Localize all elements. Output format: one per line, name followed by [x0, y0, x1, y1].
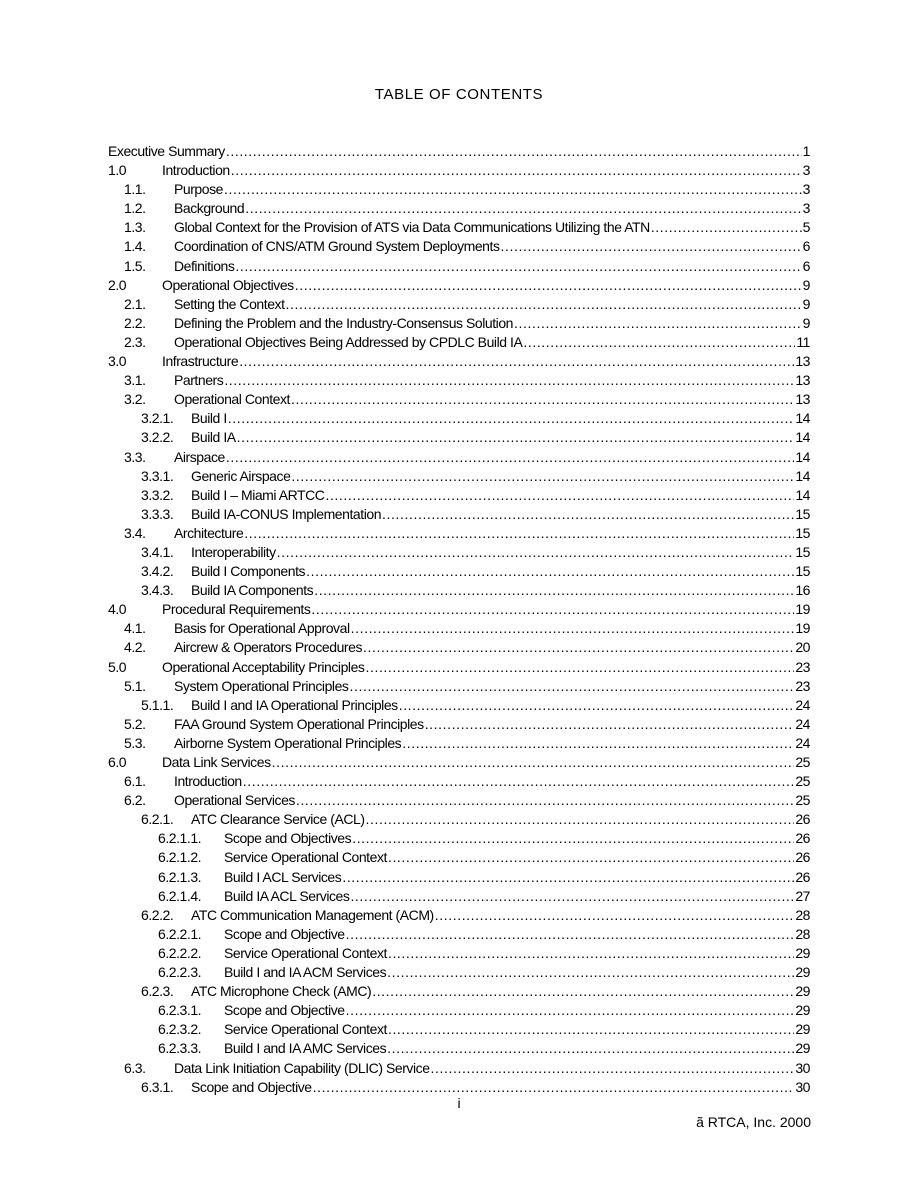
toc-entry-page: 29 [795, 1040, 810, 1057]
toc-entry-title: Scope and Objectives [224, 830, 352, 847]
toc-entry-page: 29 [795, 1002, 810, 1019]
toc-entry-number: 6.2.1.2. [158, 849, 202, 866]
toc-entry-number: 6.2.1.4. [158, 887, 202, 904]
footer-copyright: ã RTCA, Inc. 2000 [696, 1114, 811, 1130]
toc-entry-title: Defining the Problem and the Industry-Consensus Solution [174, 314, 514, 331]
toc-entry-title: Setting the Context [174, 295, 285, 312]
toc-entry[interactable] [108, 199, 810, 218]
toc-entry-page: 3 [802, 181, 810, 198]
toc-entry-page: 15 [795, 505, 810, 522]
toc-entry-title: Interoperability [191, 543, 276, 560]
dot-leader [223, 180, 802, 199]
dot-leader [345, 925, 795, 944]
toc-entry[interactable] [108, 505, 810, 524]
dot-leader [500, 237, 802, 256]
dot-leader [230, 161, 802, 180]
toc-entry-title: Operational Context [174, 391, 290, 408]
toc-entry-number: 1.2. [124, 200, 146, 217]
toc-entry-title: Global Context for the Provision of ATS via Data Communications Utilizing the ATN [174, 219, 650, 236]
dot-leader [386, 963, 794, 982]
toc-entry-number: 6.2.3.3. [158, 1040, 202, 1057]
toc-entry[interactable] [108, 524, 810, 543]
toc-entry-title: Build IA Components [191, 582, 314, 599]
toc-entry[interactable] [108, 887, 810, 906]
toc-entry-title: Airborne System Operational Principles [174, 734, 402, 751]
toc-entry-title: Purpose [174, 181, 223, 198]
toc-entry-number: 1.0 [108, 162, 127, 179]
toc-entry-page: 15 [795, 543, 810, 560]
dot-leader [227, 409, 795, 428]
toc-entry-page: 9 [802, 314, 810, 331]
dot-leader [424, 715, 795, 734]
dot-leader [310, 600, 794, 619]
toc-entry-number: 2.0 [108, 276, 127, 293]
toc-entry-page: 5 [802, 219, 810, 236]
toc-entry-number: 3.1. [124, 372, 146, 389]
dot-leader [345, 1001, 795, 1020]
toc-entry[interactable] [108, 944, 810, 963]
dot-leader [234, 257, 801, 276]
dot-leader [522, 333, 795, 352]
toc-entry-title: Data Link Services [162, 754, 271, 770]
toc-entry-page: 14 [795, 429, 810, 446]
toc-entry-number: 3.4. [124, 524, 146, 541]
toc-entry-title: Build I and IA Operational Principles [191, 696, 398, 713]
toc-entry[interactable] [108, 982, 810, 1001]
toc-entry-page: 29 [795, 964, 810, 981]
toc-entry[interactable] [108, 715, 810, 734]
toc-entry-title: Service Operational Context [224, 1021, 387, 1038]
toc-entry-number: 3.4.3. [141, 582, 174, 599]
toc-entry-title: Service Operational Context [224, 944, 387, 961]
toc-entry-title: Definitions [174, 257, 235, 274]
toc-entry-title: Build I [191, 410, 227, 427]
toc-entry-page: 29 [795, 1021, 810, 1038]
toc-entry-number: 2.2. [124, 314, 146, 331]
toc-entry-page: 25 [795, 792, 810, 809]
toc-entry[interactable] [108, 868, 810, 887]
toc-entry[interactable] [108, 638, 810, 657]
toc-entry-page: 26 [795, 849, 810, 866]
toc-entry-number: 6.2.1.1. [158, 830, 202, 847]
toc-entry[interactable] [108, 734, 810, 753]
toc-entry-page: 27 [795, 887, 810, 904]
toc-entry-number: 3.2. [124, 391, 146, 408]
toc-entry[interactable] [108, 371, 810, 390]
toc-entry-title: Build IA ACL Services [224, 887, 350, 904]
dot-leader [305, 562, 794, 581]
dot-leader [290, 390, 794, 409]
toc-entry-number: 6.2.2.3. [158, 964, 202, 981]
toc-entry-page: 1 [802, 143, 810, 159]
toc-entry[interactable] [108, 333, 810, 352]
toc-entry-number: 1.1. [124, 181, 146, 198]
dot-leader [294, 276, 802, 295]
dot-leader [351, 829, 794, 848]
toc-entry[interactable] [108, 1020, 810, 1039]
dot-leader [371, 982, 794, 1001]
dot-leader [513, 314, 802, 333]
dot-leader [349, 887, 794, 906]
toc-entry-title: Data Link Initiation Capability (DLIC) Service [174, 1059, 430, 1076]
toc-entry[interactable] [108, 925, 810, 944]
toc-entry-title: Introduction [162, 162, 230, 179]
toc-entry-number: 3.4.1. [141, 543, 174, 560]
toc-entry-page: 23 [795, 677, 810, 694]
toc-entry-number: 5.1. [124, 677, 146, 694]
toc-entry-page: 28 [795, 925, 810, 942]
toc-entry[interactable] [108, 218, 810, 237]
toc-entry[interactable] [108, 543, 810, 562]
toc-entry-page: 26 [795, 830, 810, 847]
dot-leader [398, 696, 795, 715]
toc-entry[interactable] [108, 161, 810, 180]
toc-entry-title: Build I – Miami ARTCC [191, 486, 325, 503]
dot-leader [381, 505, 794, 524]
toc-entry-title: FAA Ground System Operational Principles [174, 715, 424, 732]
toc-entry-title: Basis for Operational Approval [174, 620, 350, 637]
toc-entry[interactable] [108, 619, 810, 638]
toc-entry[interactable] [108, 409, 810, 428]
toc-entry-number: 6.2. [124, 792, 146, 809]
toc-entry[interactable] [108, 314, 810, 333]
toc-entry[interactable] [108, 810, 810, 829]
toc-entry-title: Operational Objectives Being Addressed by CPDLC Build IA [174, 333, 523, 350]
toc-entry-title: Operational Objectives [162, 276, 294, 293]
toc-entry-title: Build IA-CONUS Implementation [191, 505, 382, 522]
toc-entry-page: 26 [795, 868, 810, 885]
toc-entry-number: 6.3.1. [141, 1078, 174, 1095]
toc-entry-page: 6 [802, 238, 810, 255]
dot-leader [313, 581, 794, 600]
toc-entry-number: 6.2.2.1. [158, 925, 202, 942]
toc-entry-number: 4.2. [124, 639, 146, 656]
dot-leader [350, 619, 795, 638]
dot-leader [290, 467, 794, 486]
toc-entry-page: 11 [796, 333, 810, 350]
toc-entry-title: Introduction [174, 773, 242, 790]
toc-entry-number: 3.2.1. [141, 410, 174, 427]
toc-entry-number: 5.2. [124, 715, 146, 732]
toc-entry[interactable] [108, 829, 810, 848]
toc-entry-title: ATC Communication Management (ACM) [191, 906, 434, 923]
footer-page-number: i [457, 1095, 461, 1111]
toc-entry[interactable] [108, 963, 810, 982]
toc-entry-page: 28 [795, 906, 810, 923]
dot-leader [348, 677, 794, 696]
toc-entry-title: System Operational Principles [174, 677, 349, 694]
toc-entry-page: 14 [795, 410, 810, 427]
toc-entry[interactable] [108, 753, 810, 772]
toc-entry-number: 3.3.1. [141, 467, 174, 484]
toc-entry-page: 6 [802, 257, 810, 274]
toc-entry[interactable] [108, 237, 810, 256]
toc-entry-page: 15 [795, 563, 810, 580]
toc-entry-page: 14 [795, 448, 810, 465]
toc-entry-number: 3.4.2. [141, 563, 174, 580]
toc-entry-page: 9 [802, 295, 810, 312]
dot-leader [387, 1020, 794, 1039]
toc-entry-number: 1.3. [124, 219, 146, 236]
dot-leader [387, 848, 794, 867]
toc-entry-title: Generic Airspace [191, 467, 291, 484]
dot-leader [276, 543, 795, 562]
toc-entry[interactable] [108, 467, 810, 486]
toc-entry-title: Procedural Requirements [162, 601, 311, 618]
toc-entry[interactable] [108, 600, 810, 619]
toc-entry-title: Build I Components [191, 563, 306, 580]
dot-leader [364, 658, 794, 677]
dot-leader [225, 142, 802, 161]
dot-leader [430, 1059, 795, 1078]
toc-entry-number: 6.3. [124, 1059, 146, 1076]
dot-leader [312, 1078, 795, 1097]
toc-entry[interactable] [108, 581, 810, 600]
toc-entry-page: 14 [795, 467, 810, 484]
toc-entry[interactable] [108, 486, 810, 505]
toc-entry-title: Build I and IA AMC Services [224, 1040, 387, 1057]
toc-entry-page: 13 [795, 372, 810, 389]
toc-entry-title: Coordination of CNS/ATM Ground System Deployments [174, 238, 500, 255]
toc-entry-page: 3 [802, 162, 810, 179]
dot-leader [295, 791, 794, 810]
dot-leader [271, 753, 795, 772]
dot-leader [365, 810, 795, 829]
toc-entry-page: 15 [795, 524, 810, 541]
toc-entry-page: 30 [795, 1078, 810, 1095]
toc-entry-number: 6.2.3.1. [158, 1002, 202, 1019]
toc-entry-page: 19 [795, 620, 810, 637]
toc-entry-title: Scope and Objective [224, 925, 345, 942]
toc-entry-title: Service Operational Context [224, 849, 387, 866]
toc-entry[interactable] [108, 677, 810, 696]
toc-entry-title: Executive Summary [108, 143, 225, 159]
toc-entry[interactable] [108, 142, 810, 161]
toc-entry-number: 5.1.1. [141, 696, 174, 713]
dot-leader [244, 199, 801, 218]
toc-entry-page: 20 [795, 639, 810, 656]
table-of-contents [108, 142, 810, 1097]
toc-entry-number: 3.3.3. [141, 505, 174, 522]
toc-entry-page: 29 [795, 944, 810, 961]
toc-entry-number: 5.0 [108, 658, 127, 675]
dot-leader [236, 428, 795, 447]
dot-leader [341, 868, 794, 887]
dot-leader [285, 295, 802, 314]
dot-leader [362, 638, 794, 657]
toc-entry-page: 19 [795, 601, 810, 618]
toc-entry-number: 2.3. [124, 333, 146, 350]
toc-entry-title: Build I and IA ACM Services [224, 964, 387, 981]
toc-entry[interactable] [108, 772, 810, 791]
toc-entry-page: 9 [802, 276, 810, 293]
toc-entry-number: 6.1. [124, 773, 146, 790]
dot-leader [387, 944, 794, 963]
toc-entry-number: 3.2.2. [141, 429, 174, 446]
dot-leader [242, 772, 795, 791]
toc-entry-number: 2.1. [124, 295, 146, 312]
toc-entry-title: Operational Acceptability Principles [162, 658, 365, 675]
toc-entry-title: Architecture [174, 524, 244, 541]
toc-entry-page: 24 [795, 696, 810, 713]
toc-entry-title: Operational Services [174, 792, 295, 809]
toc-entry-title: Infrastructure [162, 353, 239, 370]
toc-entry-number: 6.2.2.2. [158, 944, 202, 961]
toc-entry-number: 4.1. [124, 620, 146, 637]
toc-entry-number: 5.3. [124, 734, 146, 751]
toc-entry-title: Airspace [174, 448, 225, 465]
toc-entry-number: 3.0 [108, 353, 127, 370]
toc-entry-title: Background [174, 200, 245, 217]
toc-entry[interactable] [108, 696, 810, 715]
toc-entry-page: 24 [795, 715, 810, 732]
toc-entry-number: 6.2.1. [141, 811, 174, 828]
toc-entry[interactable] [108, 848, 810, 867]
dot-leader [650, 218, 802, 237]
toc-entry-page: 14 [795, 486, 810, 503]
dot-leader [324, 486, 794, 505]
toc-entry-title: ATC Clearance Service (ACL) [191, 811, 365, 828]
toc-entry[interactable] [108, 448, 810, 467]
toc-entry-title: Scope and Objective [191, 1078, 312, 1095]
toc-entry-title: Scope and Objective [224, 1002, 345, 1019]
toc-entry[interactable] [108, 276, 810, 295]
dot-leader [223, 371, 794, 390]
toc-entry[interactable] [108, 1001, 810, 1020]
dot-leader [243, 524, 794, 543]
toc-entry-page: 25 [795, 773, 810, 790]
toc-entry-page: 29 [795, 983, 810, 1000]
toc-entry-title: Partners [174, 372, 224, 389]
dot-leader [238, 352, 794, 371]
toc-entry-number: 3.3. [124, 448, 146, 465]
toc-entry-title: ATC Microphone Check (AMC) [191, 983, 372, 1000]
toc-entry-title: Build IA [191, 429, 236, 446]
page-title: TABLE OF CONTENTS [374, 86, 544, 103]
toc-entry-page: 25 [795, 754, 810, 770]
toc-entry[interactable] [108, 562, 810, 581]
toc-entry-number: 6.2.1.3. [158, 868, 202, 885]
toc-entry-page: 13 [795, 353, 810, 370]
toc-entry-title: Aircrew & Operators Procedures [174, 639, 363, 656]
toc-entry-page: 16 [795, 582, 810, 599]
toc-entry-number: 3.3.2. [141, 486, 174, 503]
dot-leader [401, 734, 794, 753]
toc-entry[interactable] [108, 257, 810, 276]
toc-entry-page: 3 [802, 200, 810, 217]
toc-entry-number: 6.0 [108, 754, 127, 770]
dot-leader [434, 906, 795, 925]
toc-entry-number: 1.5. [124, 257, 146, 274]
toc-entry[interactable] [108, 390, 810, 409]
toc-entry[interactable] [108, 1059, 810, 1078]
toc-entry-number: 6.2.2. [141, 906, 174, 923]
toc-entry[interactable] [108, 791, 810, 810]
toc-entry-page: 30 [795, 1059, 810, 1076]
toc-entry-page: 13 [795, 391, 810, 408]
toc-entry[interactable] [108, 295, 810, 314]
toc-entry-number: 4.0 [108, 601, 127, 618]
toc-entry[interactable] [108, 1078, 810, 1097]
dot-leader [386, 1039, 794, 1058]
toc-entry-page: 23 [795, 658, 810, 675]
toc-entry[interactable] [108, 1039, 810, 1058]
toc-entry-number: 1.4. [124, 238, 146, 255]
dot-leader [225, 448, 794, 467]
toc-entry-title: Build I ACL Services [224, 868, 342, 885]
toc-entry[interactable] [108, 352, 810, 371]
toc-entry[interactable] [108, 906, 810, 925]
toc-entry[interactable] [108, 428, 810, 447]
toc-entry[interactable] [108, 658, 810, 677]
toc-entry-page: 26 [795, 811, 810, 828]
toc-entry[interactable] [108, 180, 810, 199]
toc-entry-number: 6.2.3. [141, 983, 174, 1000]
toc-entry-number: 6.2.3.2. [158, 1021, 202, 1038]
toc-entry-page: 24 [795, 734, 810, 751]
